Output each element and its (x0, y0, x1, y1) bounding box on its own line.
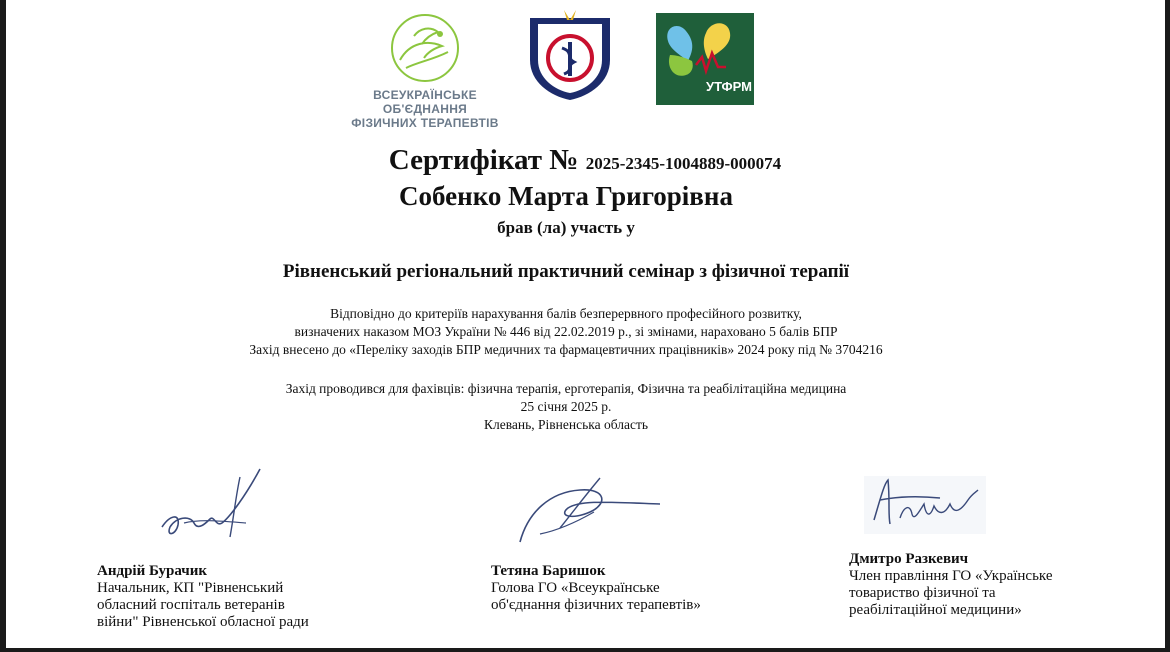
hospital-emblem-icon (524, 8, 616, 102)
association-logo-text (330, 88, 520, 130)
signatory-2-name: Тетяна Баришок (491, 563, 606, 579)
hands-heart-icon (380, 12, 470, 92)
credits-line-2: визначених наказом МОЗ України № 446 від 22.02.2019 р., зі змінами, нараховано 5 балів БПР (294, 324, 838, 339)
signatory-1-role-line2: обласний госпіталь ветеранів (97, 597, 285, 613)
signatory-2 (491, 563, 781, 614)
certificate-title (0, 142, 1170, 182)
credits-line-1: Відповідно до критеріїв нарахування балів безперервного професійного розвитку, (330, 306, 802, 321)
signatory-3-name: Дмитро Разкевич (849, 551, 969, 567)
signatory-3-role-line1: Член правління ГО «Українське (849, 568, 1053, 584)
utfrm-logo (656, 13, 754, 105)
association-logo (330, 12, 520, 130)
utfrm-logo-text: УТФРМ (706, 79, 752, 94)
signatory-3 (849, 551, 1109, 619)
bottom-frame-edge (0, 648, 1170, 652)
signatory-1 (97, 563, 377, 631)
event-title: Рівненський регіональний практичний семінар з фізичної терапії (282, 261, 850, 282)
right-frame-edge (1165, 0, 1170, 652)
audience-text: Захід проводився для фахівців: фізична терапія, ерготерапія, Фізична та реабілітаційна медицина (285, 381, 847, 396)
utfrm-heart-icon (656, 13, 754, 105)
signature-image-2 (510, 472, 670, 557)
association-name-line2: ФІЗИЧНИХ ТЕРАПЕВТІВ (351, 116, 499, 130)
signatory-1-name: Андрій Бурачик (97, 563, 207, 579)
signatory-1-role-line3: війни" Рівненської обласної ради (97, 614, 309, 630)
credits-section (0, 305, 1132, 359)
event-location: Клевань, Рівненська область (483, 417, 649, 432)
recipient-name: Собенко Марта Григорівна (399, 181, 733, 211)
certificate-number: 2025-2345-1004889-000074 (585, 154, 782, 173)
signatory-3-role-line2: товариство фізичної та (849, 585, 996, 601)
signatory-2-role-line1: Голова ГО «Всеукраїнське (491, 580, 660, 596)
association-name-line1: ВСЕУКРАЇНСЬКЕ ОБ'ЄДНАННЯ (373, 88, 477, 116)
participation-text: брав (ла) участь у (497, 218, 635, 237)
signatory-3-role-line3: реабілітаційної медицини» (849, 602, 1022, 618)
event-details (0, 380, 1132, 434)
signatory-2-role-line2: об'єднання фізичних терапевтів» (491, 597, 701, 613)
signatory-1-role-line1: Начальник, КП "Рівненський (97, 580, 284, 596)
credits-line-3: Захід внесено до «Переліку заходів БПР медичних та фармацевтичних працівників» 2024 року під № 3704216 (249, 342, 883, 357)
event-date: 25 січня 2025 р. (520, 399, 612, 414)
certificate-title-label: Сертифікат № (388, 144, 579, 176)
signature-image-3 (860, 470, 990, 540)
signature-image-1 (150, 465, 270, 550)
